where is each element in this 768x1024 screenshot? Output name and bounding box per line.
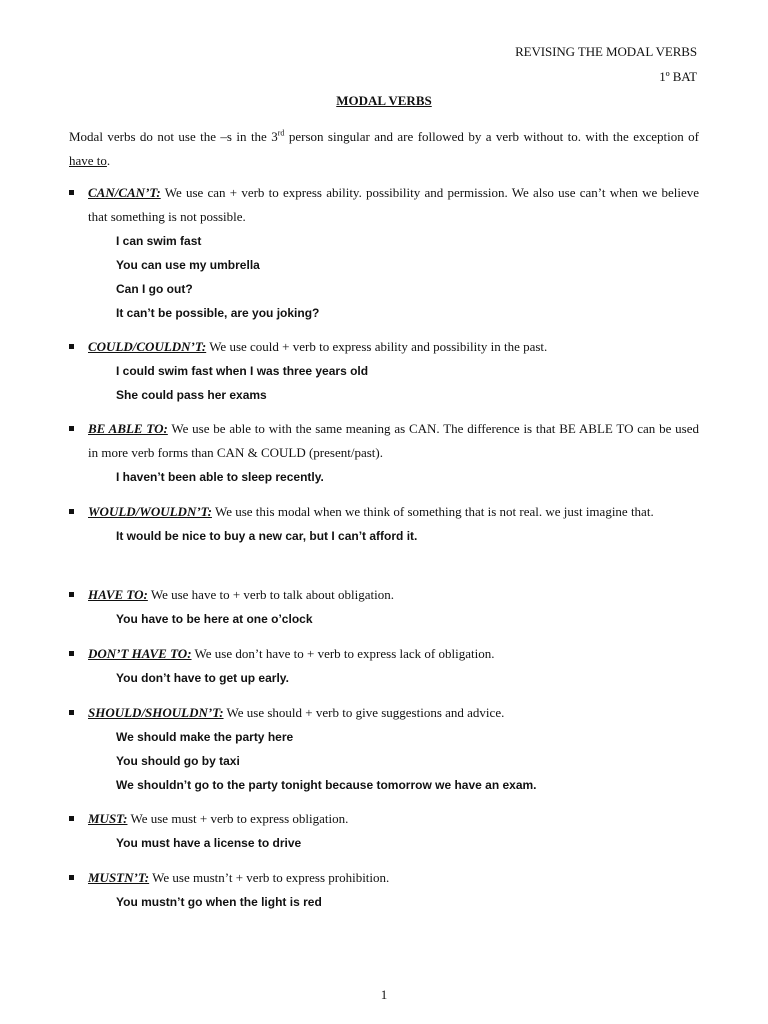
section-keyword: HAVE TO: bbox=[88, 587, 148, 602]
section-description bbox=[88, 500, 699, 524]
bullet-icon bbox=[69, 875, 74, 880]
example-sentence: You don’t have to get up early. bbox=[116, 671, 289, 685]
section-should bbox=[69, 701, 699, 797]
section-can bbox=[69, 181, 699, 325]
section-text: We use must + verb to express obligation. bbox=[127, 811, 349, 826]
example-sentence: You must have a license to drive bbox=[116, 836, 302, 850]
section-description bbox=[88, 583, 699, 607]
intro-text: Modal verbs do not use the –s in the 3 bbox=[69, 129, 278, 144]
section-would bbox=[69, 500, 699, 548]
section-keyword: DON’T HAVE TO: bbox=[88, 646, 192, 661]
example-sentence: You mustn’t go when the light is red bbox=[116, 895, 322, 909]
section-keyword: CAN/CAN’T: bbox=[88, 185, 161, 200]
section-text: We use this modal when we think of something that is not real. we just imagine that. bbox=[211, 504, 654, 519]
example-sentence: You should go by taxi bbox=[116, 754, 240, 768]
example-sentence: It would be nice to buy a new car, but I can’t afford it. bbox=[116, 529, 418, 543]
page-number: 1 bbox=[380, 987, 388, 1002]
section-keyword: WOULD/WOULDN’T: bbox=[88, 504, 212, 519]
intro-paragraph bbox=[69, 125, 699, 173]
section-text: We use mustn’t + verb to express prohibition. bbox=[149, 870, 390, 885]
section-keyword: COULD/COULDN’T: bbox=[88, 339, 207, 354]
section-be-able-to bbox=[69, 417, 699, 489]
intro-text: . bbox=[106, 153, 111, 168]
bullet-icon bbox=[69, 816, 74, 821]
bullet-icon bbox=[69, 651, 74, 656]
bullet-icon bbox=[69, 344, 74, 349]
bullet-icon bbox=[69, 592, 74, 597]
section-could bbox=[69, 335, 699, 407]
page-title: MODAL VERBS bbox=[336, 93, 432, 108]
example-sentence: She could pass her exams bbox=[116, 388, 267, 402]
bullet-icon bbox=[69, 426, 74, 431]
section-keyword: BE ABLE TO: bbox=[88, 421, 168, 436]
intro-underlined: have to bbox=[69, 153, 107, 168]
section-keyword: MUSTN’T: bbox=[88, 870, 150, 885]
example-sentence: I haven’t been able to sleep recently. bbox=[116, 470, 324, 484]
section-text: We use should + verb to give suggestions and advice. bbox=[223, 705, 505, 720]
header-title: REVISING THE MODAL VERBS bbox=[515, 44, 697, 59]
section-have-to bbox=[69, 583, 699, 631]
example-sentence: I can swim fast bbox=[116, 234, 202, 248]
section-mustnt bbox=[69, 866, 699, 914]
example-sentence: You can use my umbrella bbox=[116, 258, 260, 272]
bullet-icon bbox=[69, 710, 74, 715]
section-text: We use don’t have to + verb to express lack of obligation. bbox=[191, 646, 495, 661]
section-text: We use have to + verb to talk about obligation. bbox=[147, 587, 394, 602]
section-keyword: SHOULD/SHOULDN’T: bbox=[88, 705, 224, 720]
section-keyword: MUST: bbox=[88, 811, 128, 826]
intro-text: person singular and are followed by a verb without to. with the exception of bbox=[284, 129, 699, 144]
bullet-icon bbox=[69, 509, 74, 514]
section-text: We use be able to with the same meaning as CAN. The difference is that BE ABLE TO can be used in more verb forms than CAN & COULD (present/past). bbox=[88, 421, 699, 460]
section-description bbox=[88, 642, 699, 666]
section-description bbox=[88, 866, 699, 890]
section-dont-have-to bbox=[69, 642, 699, 690]
example-sentence: We shouldn’t go to the party tonight because tomorrow we have an exam. bbox=[116, 778, 537, 792]
section-text: We use could + verb to express ability and possibility in the past. bbox=[206, 339, 548, 354]
section-text: We use can + verb to express ability. possibility and permission. We also use can’t when we believe that something is not possible. bbox=[88, 185, 699, 224]
example-sentence: We should make the party here bbox=[116, 730, 294, 744]
example-sentence: I could swim fast when I was three years old bbox=[116, 364, 369, 378]
example-sentence: You have to be here at one o’clock bbox=[116, 612, 313, 626]
intro-superscript: rd bbox=[277, 128, 285, 138]
section-must bbox=[69, 807, 699, 855]
bullet-icon bbox=[69, 190, 74, 195]
section-description bbox=[88, 417, 699, 465]
section-description bbox=[88, 181, 699, 229]
example-sentence: It can’t be possible, are you joking? bbox=[116, 306, 320, 320]
section-description bbox=[88, 701, 699, 725]
header-course: 1º BAT bbox=[659, 69, 697, 84]
section-description bbox=[88, 335, 699, 359]
example-sentence: Can I go out? bbox=[116, 282, 193, 296]
section-description bbox=[88, 807, 699, 831]
